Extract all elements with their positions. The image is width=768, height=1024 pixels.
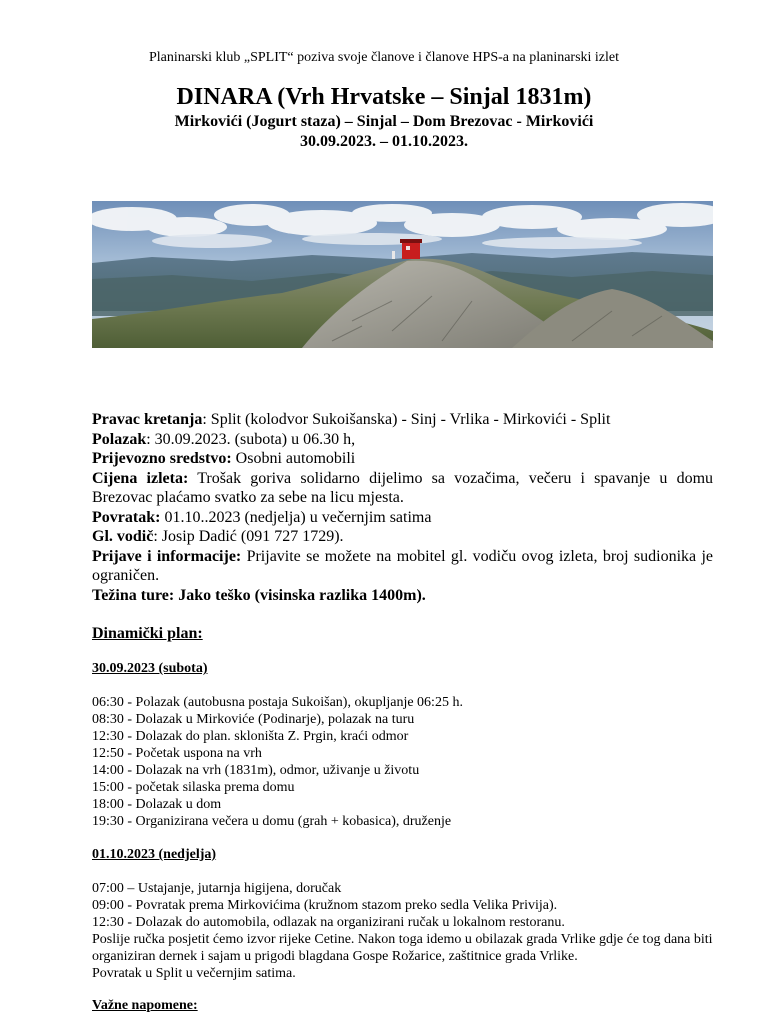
schedule-item: 12:50 - Početak uspona na vrh [92,746,262,761]
return-line [92,508,713,528]
day1-heading: 30.09.2023 (subota) [92,661,208,676]
guide-line [92,527,713,547]
day2-schedule [92,880,717,982]
trip-info [92,410,713,605]
day2-heading: 01.10.2023 (nedjelja) [92,847,217,862]
transport-value: Osobni automobili [231,450,356,467]
difficulty-label: Težina ture [92,586,169,604]
schedule-item: 12:30 - Dolazak do automobila, odlazak na organizirani ručak u lokalnom restoranu. [92,915,565,930]
trip-dates: 30.09.2023. – 01.10.2023. [300,133,468,150]
difficulty-value: : Jako teško (visinska razlika 1400m). [168,586,426,604]
notes-heading: Važne napomene: [92,998,198,1013]
departure-label: Polazak [92,430,147,448]
transport-label: Prijevozno sredstvo: [92,450,232,467]
signup-value: Prijavite se možete na mobitel gl. vodiču ovog izleta, broj sudionika je ograničen. [92,547,713,584]
departure-value: : 30.09.2023. (subota) u 06.30 h, [146,430,356,448]
price-line [92,469,713,508]
day2-paragraph: Poslije ručka posjetit ćemo izvor rijeke Cetine. Nakon toga idemo u obilazak grada Vrlike gdje će tog dana biti organiziran dernek i sajam u prigodi blagdana Gospe Rožarice, zaštitnice grada Vrlike. [92,932,713,964]
schedule-item: 06:30 - Polazak (autobusna postaja Sukoišan), okupljanje 06:25 h. [92,695,463,710]
day1-schedule [92,694,717,830]
schedule-item: 19:30 - Organizirana večera u domu (grah + kobasica), druženje [92,814,452,829]
schedule-item: 08:30 - Dolazak u Mirkoviće (Podinarje), polazak na turu [92,712,415,727]
schedule-item: 18:00 - Dolazak u dom [92,797,222,812]
return-value: 01.10..2023 (nedjelja) u večernjim satima [160,508,432,526]
schedule-item: 09:00 - Povratak prema Mirkovićima (kružnom stazom preko sedla Velika Privija). [92,898,558,913]
guide-label: Gl. vodič [92,528,154,545]
schedule-item: 15:00 - početak silaska prema domu [92,780,295,795]
route-subtitle: Mirkovići (Jogurt staza) – Sinjal – Dom Brezovac - Mirkovići [174,113,594,130]
day2-closing: Povratak u Split u večernjim satima. [92,966,296,981]
route-label: Pravac kretanja [92,411,203,428]
schedule-item: 14:00 - Dolazak na vrh (1831m), odmor, uživanje u životu [92,763,420,778]
dynamic-plan-heading: Dinamički plan: [92,625,203,642]
return-label: Povratak: [92,508,161,526]
signup-label: Prijave i informacije: [92,547,242,565]
guide-value: : Josip Dadić (091 727 1729). [153,528,344,545]
summit-photo [92,201,713,348]
intro-line: Planinarski klub „SPLIT“ poziva svoje članove i članove HPS-a na planinarski izlet [148,50,620,65]
schedule-item: 07:00 – Ustajanje, jutarnja higijena, doručak [92,881,342,896]
price-value: Trošak goriva solidarno dijelimo sa vozačima, večeru i spavanje u domu Brezovac plaćamo svatko za sebe na licu mjesta. [92,469,714,506]
route-line [92,410,713,430]
price-label: Cijena izleta: [92,469,189,487]
transport-line [92,449,713,469]
difficulty-line [92,586,713,606]
page-title: DINARA (Vrh Hrvatske – Sinjal 1831m) [176,84,592,110]
signup-line [92,547,713,586]
schedule-item: 12:30 - Dolazak do plan. skloništa Z. Prgin, kraći odmor [92,729,409,744]
route-value: : Split (kolodvor Sukoišanska) - Sinj - Vrlika - Mirkovići - Split [202,411,611,428]
departure-line [92,430,713,450]
